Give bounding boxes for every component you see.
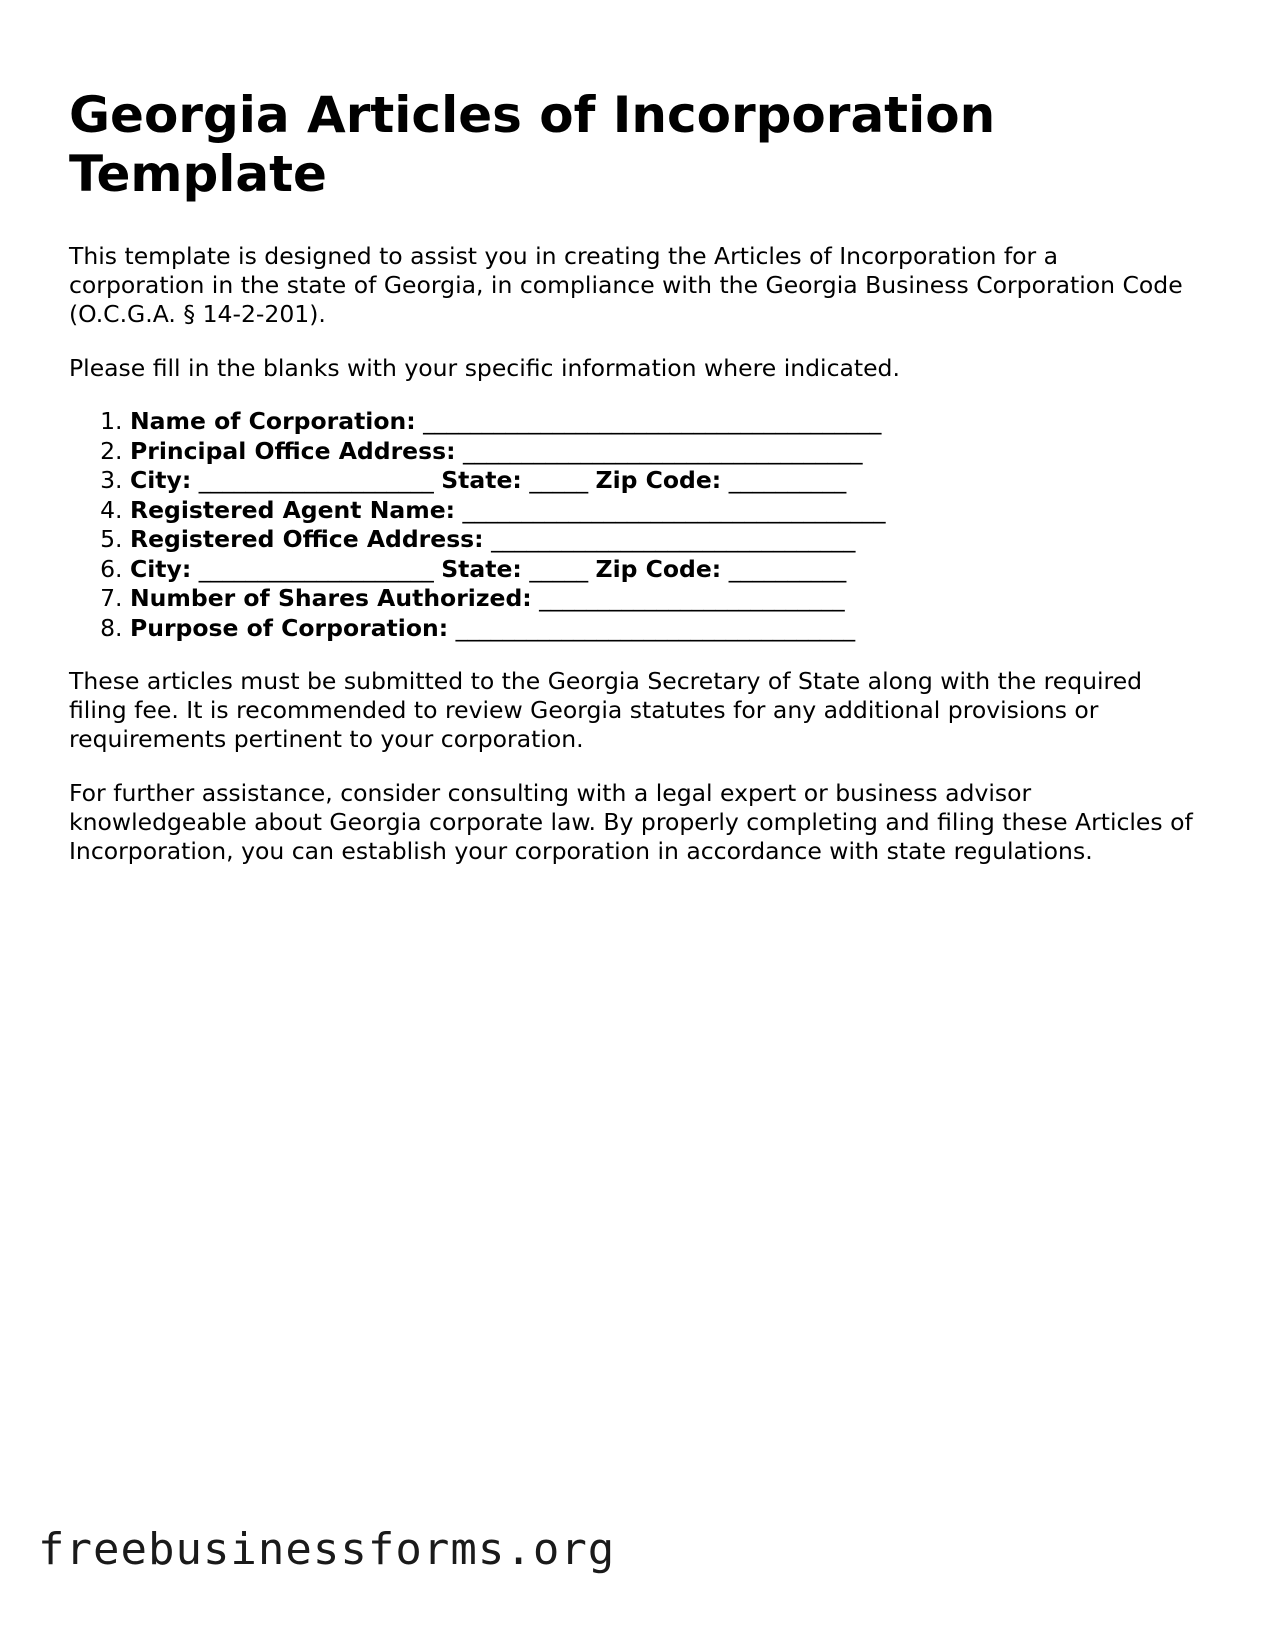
footer-watermark: freebusinessforms.org [38,1524,616,1575]
field-blank[interactable]: __________________________ [539,584,845,612]
field-registered-office-address [130,525,1199,555]
field-blank[interactable]: _______________________________ [491,525,856,553]
field-registered-agent-name [130,496,1199,526]
field-label: City: [130,466,192,494]
field-label: Principal Office Address: [130,436,456,465]
field-blank[interactable]: _______________________________________ [423,407,882,435]
field-label: Name of Corporation: [130,407,416,435]
field-purpose-of-corporation [130,614,1199,644]
field-label: Registered Office Address: [130,525,484,553]
city-blank[interactable]: ____________________ [198,466,434,494]
field-blank[interactable]: __________________________________ [462,436,863,465]
field-city-state-zip-registered [130,555,1199,585]
field-label: Registered Agent Name: [130,495,456,524]
zip-blank[interactable]: __________ [728,554,847,583]
state-label: State: [441,466,522,494]
fields-list [69,407,1199,643]
zip-blank[interactable]: __________ [728,466,847,494]
field-principal-office-address [130,437,1199,467]
instruction-paragraph: Please fill in the blanks with your specific information where indicated. [69,354,900,382]
field-city-state-zip-principal [130,466,1199,496]
field-name-of-corporation [130,407,1199,437]
zip-label: Zip Code: [595,554,722,583]
document-title: Georgia Articles of Incorporation Template [69,86,996,203]
field-label: Number of Shares Authorized: [130,584,532,612]
field-label: City: [130,554,192,583]
intro-paragraph: This template is designed to assist you in creating the Articles of Incorporation for a corporation in the state of Georgia, in compliance with the Georgia Business Corporation Code (O.C.G.A. § 14-2-201). [69,242,1183,328]
state-blank[interactable]: _____ [529,466,589,494]
submission-paragraph: These articles must be submitted to the Georgia Secretary of State along with the required filing fee. It is recommended to review Georgia statutes for any additional provisions or requirements pertinent to your corporation. [69,667,1143,753]
state-blank[interactable]: _____ [529,554,589,583]
field-number-of-shares [130,584,1199,614]
document-page [69,86,1199,866]
city-blank[interactable]: ____________________ [198,554,434,583]
assistance-paragraph: For further assistance, consider consulting with a legal expert or business advisor knowledgeable about Georgia corporate law. By properly completing and filing these Articles of Incorporation, you can establish your corporation in accordance with state regulations. [69,779,1193,865]
field-label: Purpose of Corporation: [130,613,449,642]
state-label: State: [441,554,522,583]
zip-label: Zip Code: [595,466,722,494]
field-blank[interactable]: ____________________________________ [462,495,886,524]
field-blank[interactable]: __________________________________ [455,613,856,642]
